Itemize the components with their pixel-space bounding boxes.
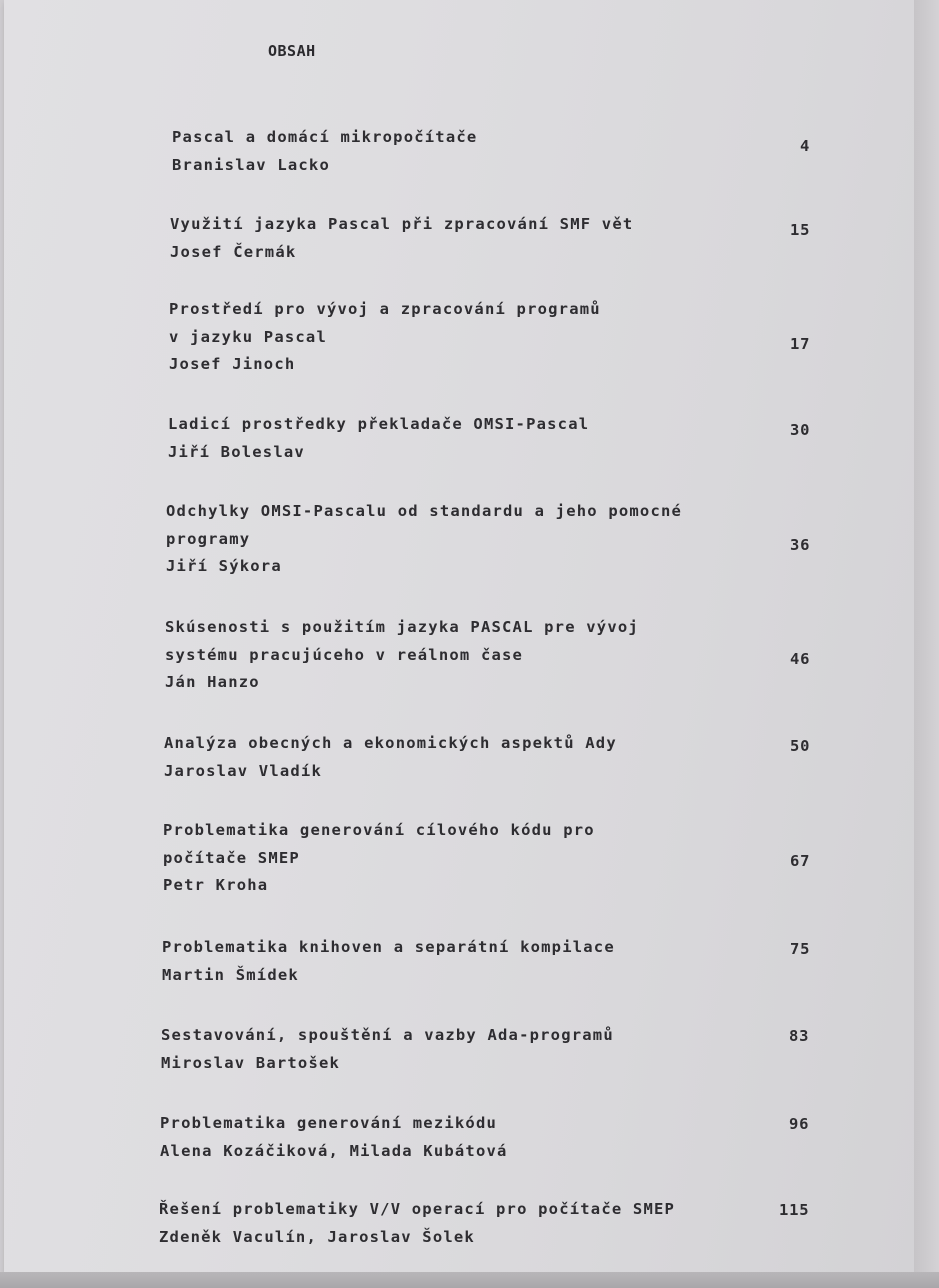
- page-title: OBSAH: [268, 42, 316, 60]
- entry-title-continued: v jazyku Pascal: [169, 327, 327, 346]
- entry-page-number: 75: [790, 940, 811, 958]
- entry-author: Josef Jinoch: [169, 355, 296, 373]
- entry-title: Pascal a domácí mikropočítače: [172, 128, 478, 146]
- entry-author: Miroslav Bartošek: [161, 1053, 341, 1072]
- toc-entry: [169, 296, 601, 379]
- entry-page-number: 46: [790, 650, 811, 668]
- entry-title: Problematika generování cílového kódu pro: [163, 821, 595, 839]
- entry-page-number: 96: [789, 1115, 810, 1133]
- entry-author: Zdeněk Vaculín, Jaroslav Šolek: [159, 1227, 475, 1246]
- entry-title: Ladicí prostředky překladače OMSI-Pascal: [168, 415, 590, 433]
- toc-entry: [168, 411, 589, 466]
- entry-author: Martin Šmídek: [162, 965, 299, 984]
- entry-author: Alena Kozáčiková, Milada Kubátová: [160, 1141, 508, 1160]
- entry-title: Problematika knihoven a separátní kompilace: [162, 938, 615, 956]
- entry-page-number: 4: [800, 137, 811, 155]
- toc-entry: [166, 498, 682, 581]
- toc-entry: [164, 730, 617, 785]
- toc-entry: [163, 817, 595, 900]
- entry-author: Josef Čermák: [170, 242, 297, 261]
- toc-entry: [160, 1110, 508, 1165]
- entry-title-continued: programy: [166, 529, 251, 548]
- entry-author: Jiří Boleslav: [168, 442, 305, 461]
- entry-title: Sestavování, spouštění a vazby Ada-programů: [161, 1026, 614, 1044]
- toc-entry: [172, 124, 477, 179]
- entry-author: Ján Hanzo: [165, 673, 260, 691]
- entry-title-continued: systému pracujúceho v reálnom čase: [165, 645, 524, 664]
- toc-entry: [170, 211, 633, 266]
- entry-title: Prostředí pro vývoj a zpracování programů: [169, 300, 601, 318]
- entry-author: Petr Kroha: [163, 876, 269, 894]
- background-edge: [914, 0, 939, 1272]
- entry-page-number: 17: [790, 335, 811, 353]
- entry-author: Branislav Lacko: [172, 155, 330, 174]
- entry-page-number: 50: [790, 737, 811, 755]
- entry-page-number: 67: [790, 852, 811, 870]
- entry-page-number: 36: [790, 536, 811, 554]
- entry-title: Skúsenosti s použitím jazyka PASCAL pre vývoj: [165, 618, 639, 636]
- entry-title: Analýza obecných a ekonomických aspektů Ady: [164, 734, 617, 752]
- toc-entry: [161, 1022, 614, 1077]
- entry-author: Jiří Sýkora: [166, 557, 282, 575]
- entry-title-continued: počítače SMEP: [163, 848, 300, 867]
- entry-title: Problematika generování mezikódu: [160, 1114, 498, 1132]
- entry-page-number: 83: [789, 1027, 810, 1045]
- entry-page-number: 30: [790, 421, 811, 439]
- toc-entry: [162, 934, 615, 989]
- entry-title: Využití jazyka Pascal při zpracování SMF vět: [170, 215, 634, 233]
- entry-title: Řešení problematiky V/V operací pro počítače SMEP: [159, 1200, 676, 1218]
- table-surface: [0, 1272, 939, 1288]
- toc-entry: [159, 1196, 675, 1251]
- entry-page-number: 115: [779, 1201, 810, 1219]
- entry-page-number: 15: [790, 221, 811, 239]
- entry-title: Odchylky OMSI-Pascalu od standardu a jeho pomocné: [166, 502, 683, 520]
- entry-author: Jaroslav Vladík: [164, 761, 322, 780]
- toc-entry: [165, 614, 639, 697]
